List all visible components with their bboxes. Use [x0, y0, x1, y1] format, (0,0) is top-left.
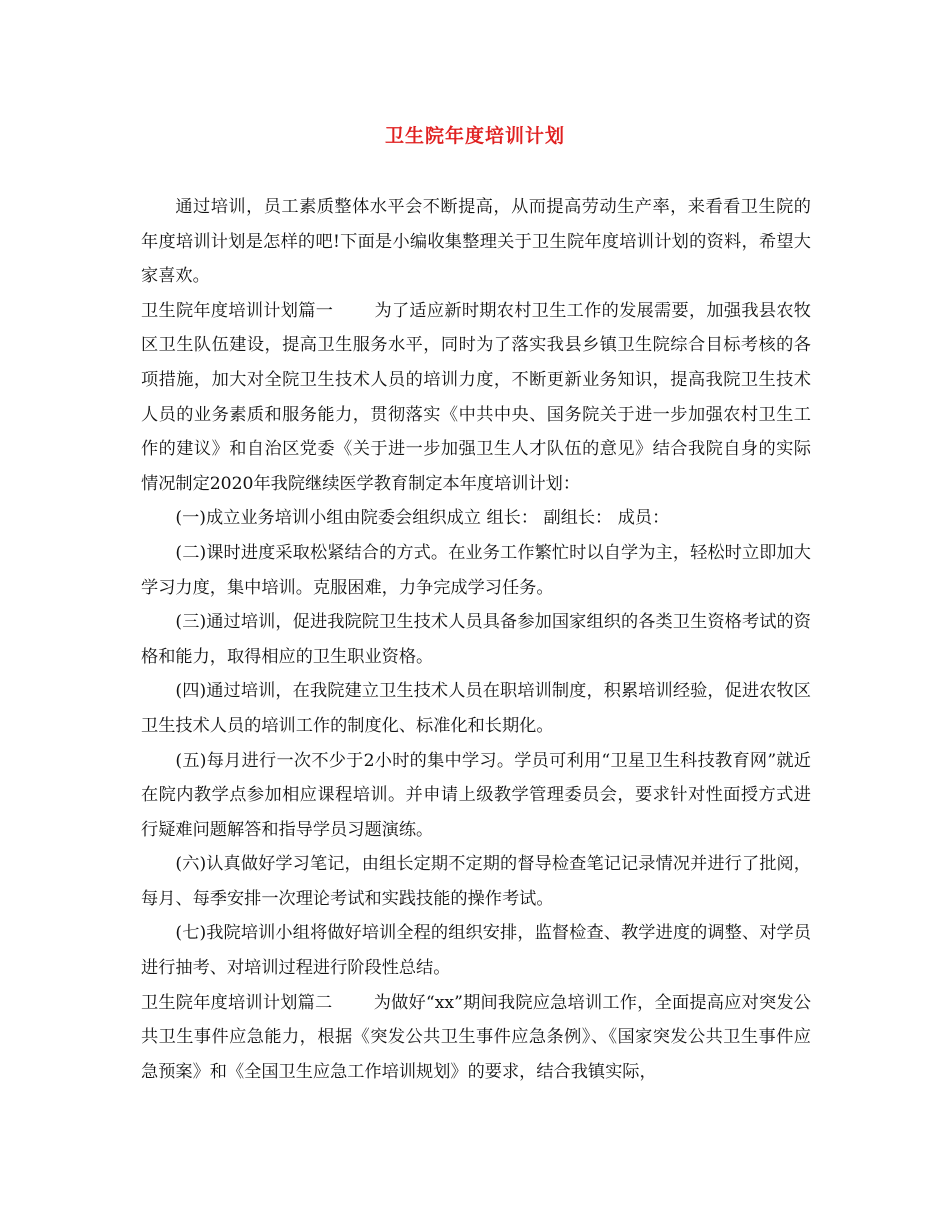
- list-item-7: (七)我院培训小组将做好培训全程的组织安排，监督检查、教学进度的调整、对学员进行抽考、对培训过程进行阶段性总结。: [141, 923, 811, 979]
- document-title: 卫生院年度培训计划: [384, 125, 565, 147]
- list-item-1: (一)成立业务培训小组由院委会组织成立 组长： 副组长： 成员：: [175, 508, 670, 529]
- section-2-paragraph: [141, 986, 811, 1090]
- intro-paragraph: 通过培训，员工素质整体水平会不断提高，从而提高劳动生产率，来看看卫生院的年度培训计划是怎样的吧!下面是小编收集整理关于卫生院年度培训计划的资料，希望大家喜欢。: [141, 197, 811, 287]
- list-item-4: (四)通过培训，在我院建立卫生技术人员在职培训制度，积累培训经验，促进农牧区卫生技术人员的培训工作的制度化、标准化和长期化。: [141, 681, 811, 736]
- section-1-heading: 卫生院年度培训计划篇一: [141, 300, 334, 321]
- section-1-lead: 为了适应新时期农村卫生工作的发展需要，加强我县农牧区卫生队伍建设，提高卫生服务水平，同时为了落实我县乡镇卫生院综合目标考核的各项措施，加大对全院卫生技术人员的培训力度，不断更新业务知识，提高我院卫生技术人员的业务素质和服务能力，贯彻落实《中共中央、国务院关于进一步加强农村卫生工作的建议》和自治区党委《关于进一步加强卫生人才队伍的意见》结合我院自身的实际情况制定2020年我院继续医学教育制定本年度培训计划：: [141, 300, 811, 494]
- list-item-6: (六)认真做好学习笔记，由组长定期不定期的督导检查笔记记录情况并进行了批阅，每月、每季安排一次理论考试和实践技能的操作考试。: [141, 854, 811, 909]
- section-2-heading: 卫生院年度培训计划篇二: [141, 992, 333, 1013]
- document-body: [141, 190, 811, 1089]
- section-2-lead: 为做好“xx”期间我院应急培训工作，全面提高应对突发公共卫生事件应急能力，根据《突发公共卫生事件应急条例》、《国家突发公共卫生事件应急预案》和《全国卫生应急工作培训规划》的要求，结合我镇实际，: [141, 992, 811, 1082]
- list-item-2: (二)课时进度采取松紧结合的方式。在业务工作繁忙时以自学为主，轻松时立即加大学习力度，集中培训。克服困难，力争完成学习任务。: [141, 542, 811, 598]
- list-item-3: (三)通过培训，促进我院院卫生技术人员具备参加国家组织的各类卫生资格考试的资格和能力，取得相应的卫生职业资格。: [141, 612, 811, 667]
- section-1-paragraph: [141, 294, 811, 502]
- list-item-5: (五)每月进行一次不少于2小时的集中学习。学员可利用“卫星卫生科技教育网”就近在院内教学点参加相应课程培训。并申请上级教学管理委员会，要求针对性面授方式进行疑难问题解答和指导学员习题演练。: [141, 750, 811, 840]
